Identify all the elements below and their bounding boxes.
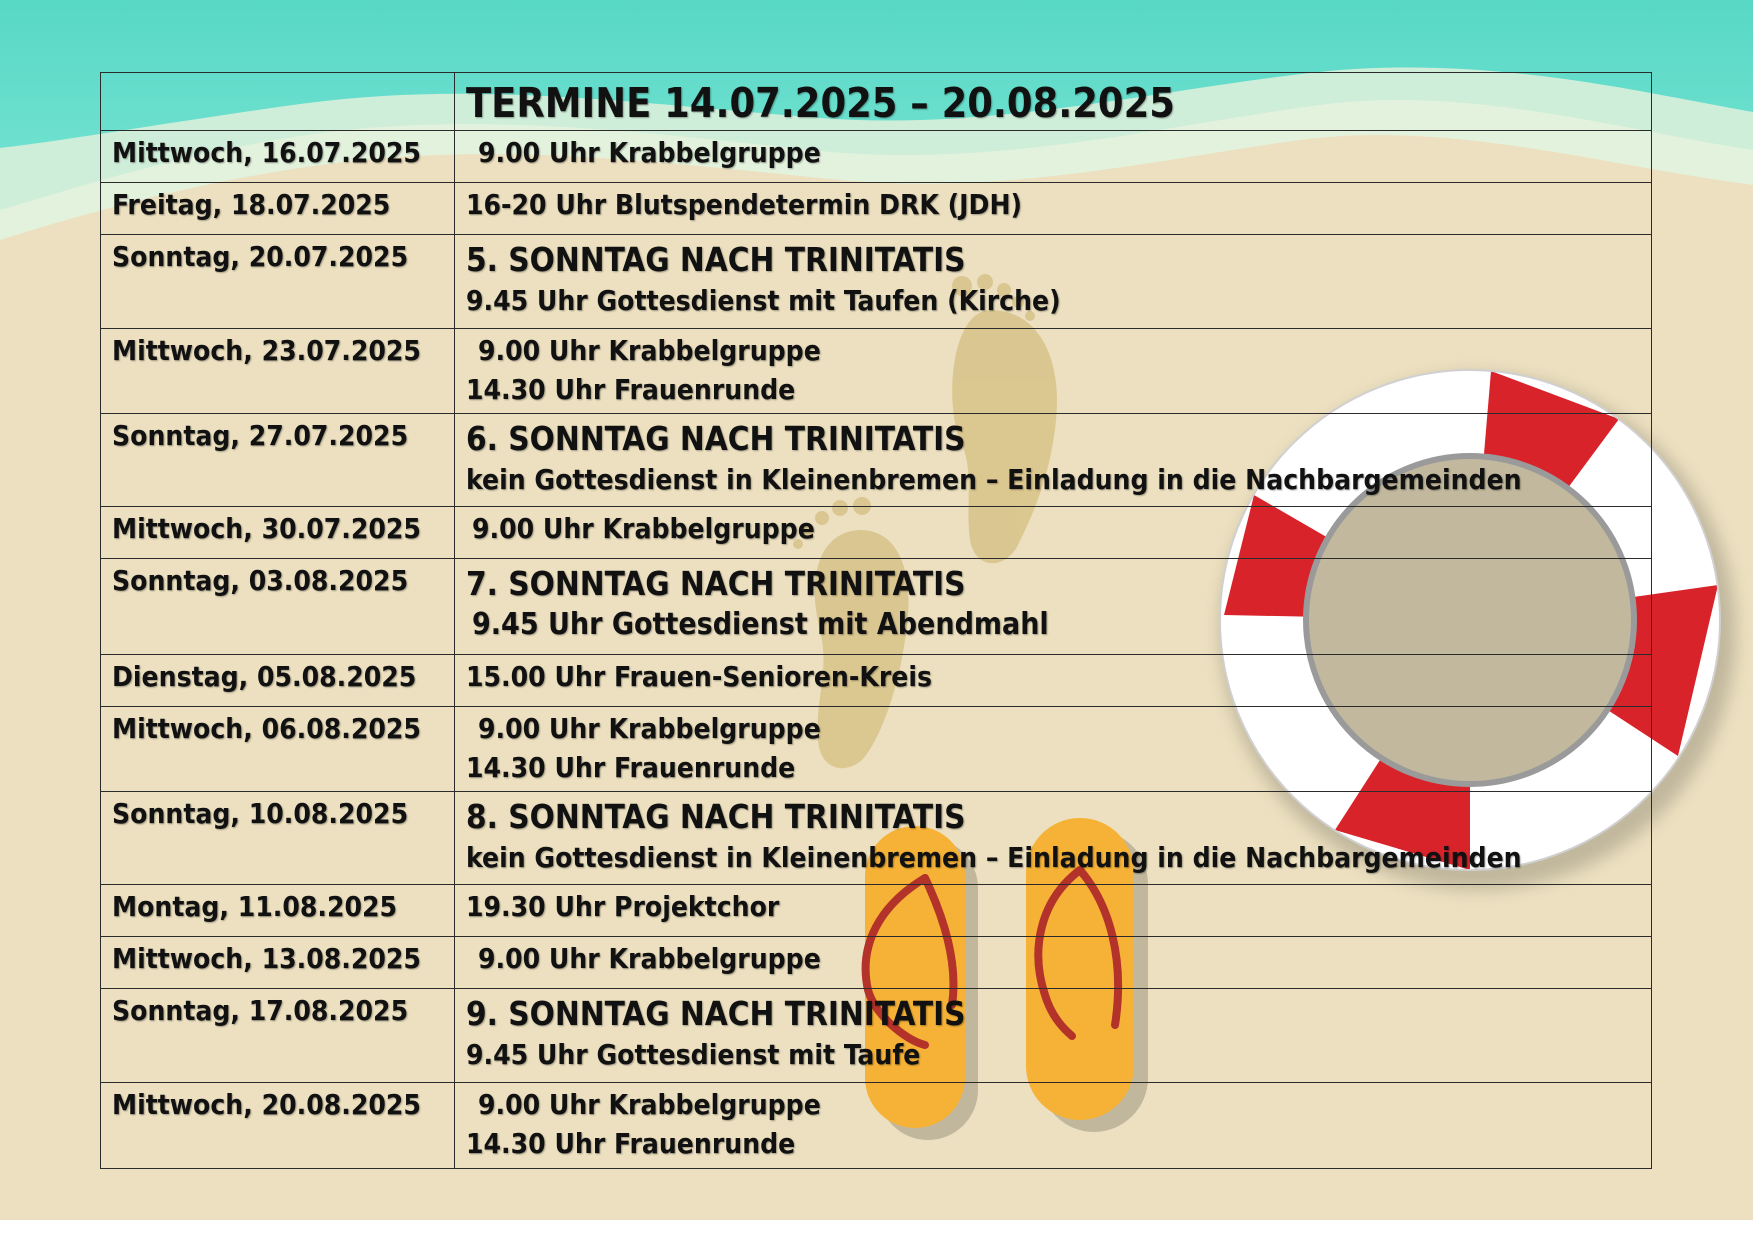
- event-cell: [455, 885, 1652, 937]
- event-cell: [455, 989, 1652, 1082]
- event-cell: [455, 235, 1652, 328]
- date-cell: Mittwoch, 16.07.2025: [101, 131, 455, 183]
- event-line: kein Gottesdienst in Kleinenbremen – Einladung in die Nachbargemeinden: [466, 840, 1522, 874]
- event-cell: [455, 1082, 1652, 1168]
- table-row: [101, 328, 1652, 413]
- date-cell: Dienstag, 05.08.2025: [101, 654, 455, 706]
- event-line: 9.00 Uhr Krabbelgruppe: [478, 1087, 821, 1121]
- event-line: 9.00 Uhr Krabbelgruppe: [478, 942, 821, 976]
- date-cell: Sonntag, 10.08.2025: [101, 791, 455, 884]
- event-cell: [455, 328, 1652, 413]
- date-cell: Mittwoch, 06.08.2025: [101, 706, 455, 791]
- header-row: [101, 73, 1652, 131]
- event-cell: [455, 937, 1652, 989]
- event-line: 9.00 Uhr Krabbelgruppe: [478, 136, 821, 170]
- event-line: 9.00 Uhr Krabbelgruppe: [478, 711, 821, 745]
- event-line: 9.00 Uhr Krabbelgruppe: [472, 512, 815, 546]
- event-cell: [455, 791, 1652, 884]
- table-row: [101, 791, 1652, 884]
- event-line: 16-20 Uhr Blutspendetermin DRK (JDH): [466, 188, 1023, 222]
- event-cell: [455, 559, 1652, 654]
- event-line: 9.00 Uhr Krabbelgruppe: [478, 333, 821, 367]
- event-line: 19.30 Uhr Projektchor: [466, 890, 780, 924]
- schedule-table: [100, 72, 1652, 1169]
- event-line: kein Gottesdienst in Kleinenbremen – Einladung in die Nachbargemeinden: [466, 462, 1522, 496]
- schedule-title: TERMINE 14.07.2025 – 20.08.2025: [466, 79, 1175, 127]
- event-cell: [455, 183, 1652, 235]
- event-line: 9.45 Uhr Gottesdienst mit Taufen (Kirche): [466, 284, 1061, 318]
- event-cell: [455, 706, 1652, 791]
- event-line: 14.30 Uhr Frauenrunde: [466, 372, 796, 406]
- table-row: [101, 937, 1652, 989]
- date-cell: Sonntag, 27.07.2025: [101, 413, 455, 506]
- event-line: 9.45 Uhr Gottesdienst mit Taufe: [466, 1038, 921, 1072]
- date-cell: Freitag, 18.07.2025: [101, 183, 455, 235]
- table-row: [101, 235, 1652, 328]
- table-row: [101, 183, 1652, 235]
- date-cell: Mittwoch, 30.07.2025: [101, 507, 455, 559]
- date-cell: Mittwoch, 20.08.2025: [101, 1082, 455, 1168]
- table-row: [101, 507, 1652, 559]
- event-heading: 8. SONNTAG NACH TRINITATIS: [466, 796, 966, 836]
- date-cell: Mittwoch, 13.08.2025: [101, 937, 455, 989]
- table-row: [101, 559, 1652, 654]
- date-cell: Mittwoch, 23.07.2025: [101, 328, 455, 413]
- table-row: [101, 885, 1652, 937]
- date-cell: Sonntag, 03.08.2025: [101, 559, 455, 654]
- table-row: [101, 989, 1652, 1082]
- event-heading: 7. SONNTAG NACH TRINITATIS: [466, 564, 966, 604]
- table-row: [101, 413, 1652, 506]
- table-row: [101, 131, 1652, 183]
- date-cell: Sonntag, 17.08.2025: [101, 989, 455, 1082]
- event-cell: [455, 654, 1652, 706]
- event-cell: [455, 507, 1652, 559]
- event-heading: 9. SONNTAG NACH TRINITATIS: [466, 994, 966, 1034]
- table-row: [101, 706, 1652, 791]
- event-cell: [455, 131, 1652, 183]
- event-heading: 6. SONNTAG NACH TRINITATIS: [466, 418, 966, 458]
- date-cell: Sonntag, 20.07.2025: [101, 235, 455, 328]
- event-line: 15.00 Uhr Frauen-Senioren-Kreis: [466, 659, 932, 693]
- event-heading: 5. SONNTAG NACH TRINITATIS: [466, 240, 966, 280]
- event-cell: [455, 413, 1652, 506]
- header-title-cell: [455, 73, 1652, 131]
- table-row: [101, 1082, 1652, 1168]
- event-line: 14.30 Uhr Frauenrunde: [466, 750, 796, 784]
- event-line: 9.45 Uhr Gottesdienst mit Abendmahl: [472, 607, 1049, 643]
- event-line: 14.30 Uhr Frauenrunde: [466, 1126, 796, 1160]
- date-cell: Montag, 11.08.2025: [101, 885, 455, 937]
- header-empty-cell: [101, 73, 455, 131]
- table-row: [101, 654, 1652, 706]
